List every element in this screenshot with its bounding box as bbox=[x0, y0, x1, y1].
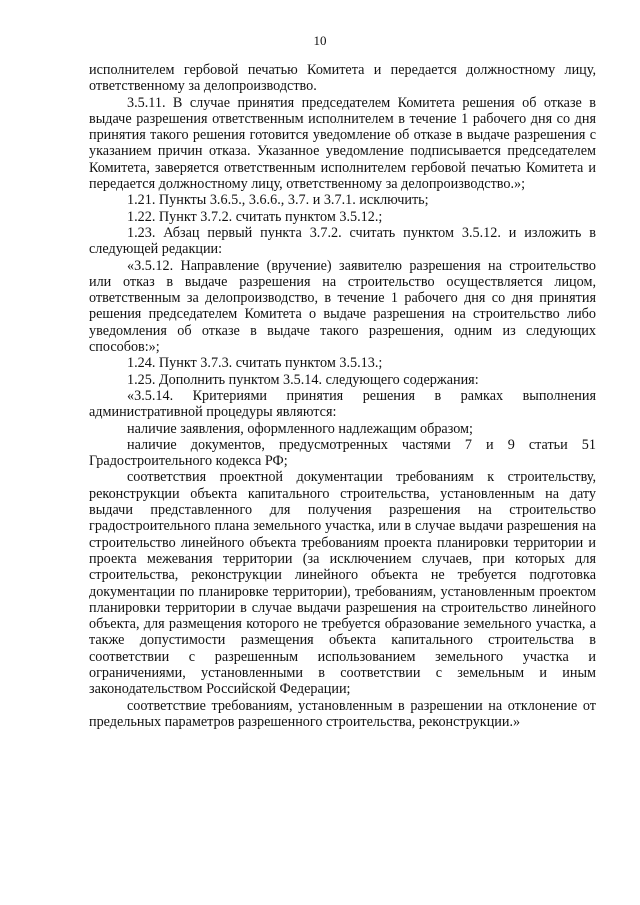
paragraph-2: 3.5.11. В случае принятия председателем Комитета решения об отказе в выдаче разрешения ответственным исполнителем в течение 1 рабочего дня со дня принятия такого решения готовится уведомление об отказе в выдаче разрешения с указанием причин отказа. Указанное уведомление подписывается председателем Комитета, заверяется ответственным исполнителем гербовой печатью Комитета и передается должностному лицу, ответственному за делопроизводство.»; bbox=[89, 94, 596, 193]
paragraph-11: наличие документов, предусмотренных частями 7 и 9 статьи 51 Градостроительного кодекса РФ; bbox=[89, 436, 596, 470]
paragraph-10: наличие заявления, оформленного надлежащим образом; bbox=[127, 420, 473, 437]
paragraph-8: 1.25. Дополнить пунктом 3.5.14. следующего содержания: bbox=[127, 371, 479, 388]
paragraph-6: «3.5.12. Направление (вручение) заявителю разрешения на строительство или отказ в выдаче разрешения на строительство осуществляется лицом, ответственным за делопроизводство, в течение 1 рабочего дня со дня принятия решения председателем Комитета о выдаче разрешения на строительство либо уведомления об отказе в выдаче такого разрешения, одним из следующих способов:»; bbox=[89, 257, 596, 356]
paragraph-1: исполнителем гербовой печатью Комитета и передается должностному лицу, ответственному за делопроизводство. bbox=[89, 62, 596, 95]
page-number: 10 bbox=[313, 33, 327, 48]
document-body bbox=[89, 62, 596, 730]
paragraph-13: соответствие требованиям, установленным в разрешении на отклонение от предельных параметров разрешенного строительства, реконструкции.» bbox=[89, 697, 596, 730]
paragraph-5: 1.23. Абзац первый пункта 3.7.2. считать пунктом 3.5.12. и изложить в следующей редакции: bbox=[89, 224, 596, 258]
paragraph-4: 1.22. Пункт 3.7.2. считать пунктом 3.5.12.; bbox=[127, 208, 383, 225]
paragraph-9: «3.5.14. Критериями принятия решения в рамках выполнения административной процедуры являются: bbox=[89, 387, 596, 421]
paragraph-12: соответствия проектной документации требованиям к строительству, реконструкции объекта капитального строительства, установленным на дату выдачи представленного для получения разрешения на строительство градостроительного плана земельного участка, или в случае выдачи разрешения на строительство линейного объекта требованиям проекта планировки территории и проекта межевания территории (за исключением случаев, при которых для строительства, реконструкции линейного объекта не требуется подготовка документации по планировке территории), требованиям, установленным проектом планировки территории в случае выдачи разрешения на строительство линейного объекта, для размещения которого не требуется образование земельного участка, а также допустимости размещения объекта капитального строительства в соответствии с разрешенным использованием земельного участка и ограничениями, установленными в соответствии с земельным и иным законодательством Российской Федерации; bbox=[89, 469, 596, 698]
paragraph-7: 1.24. Пункт 3.7.3. считать пунктом 3.5.13.; bbox=[127, 355, 383, 372]
paragraph-3: 1.21. Пункты 3.6.5., 3.6.6., 3.7. и 3.7.1. исключить; bbox=[127, 192, 429, 209]
